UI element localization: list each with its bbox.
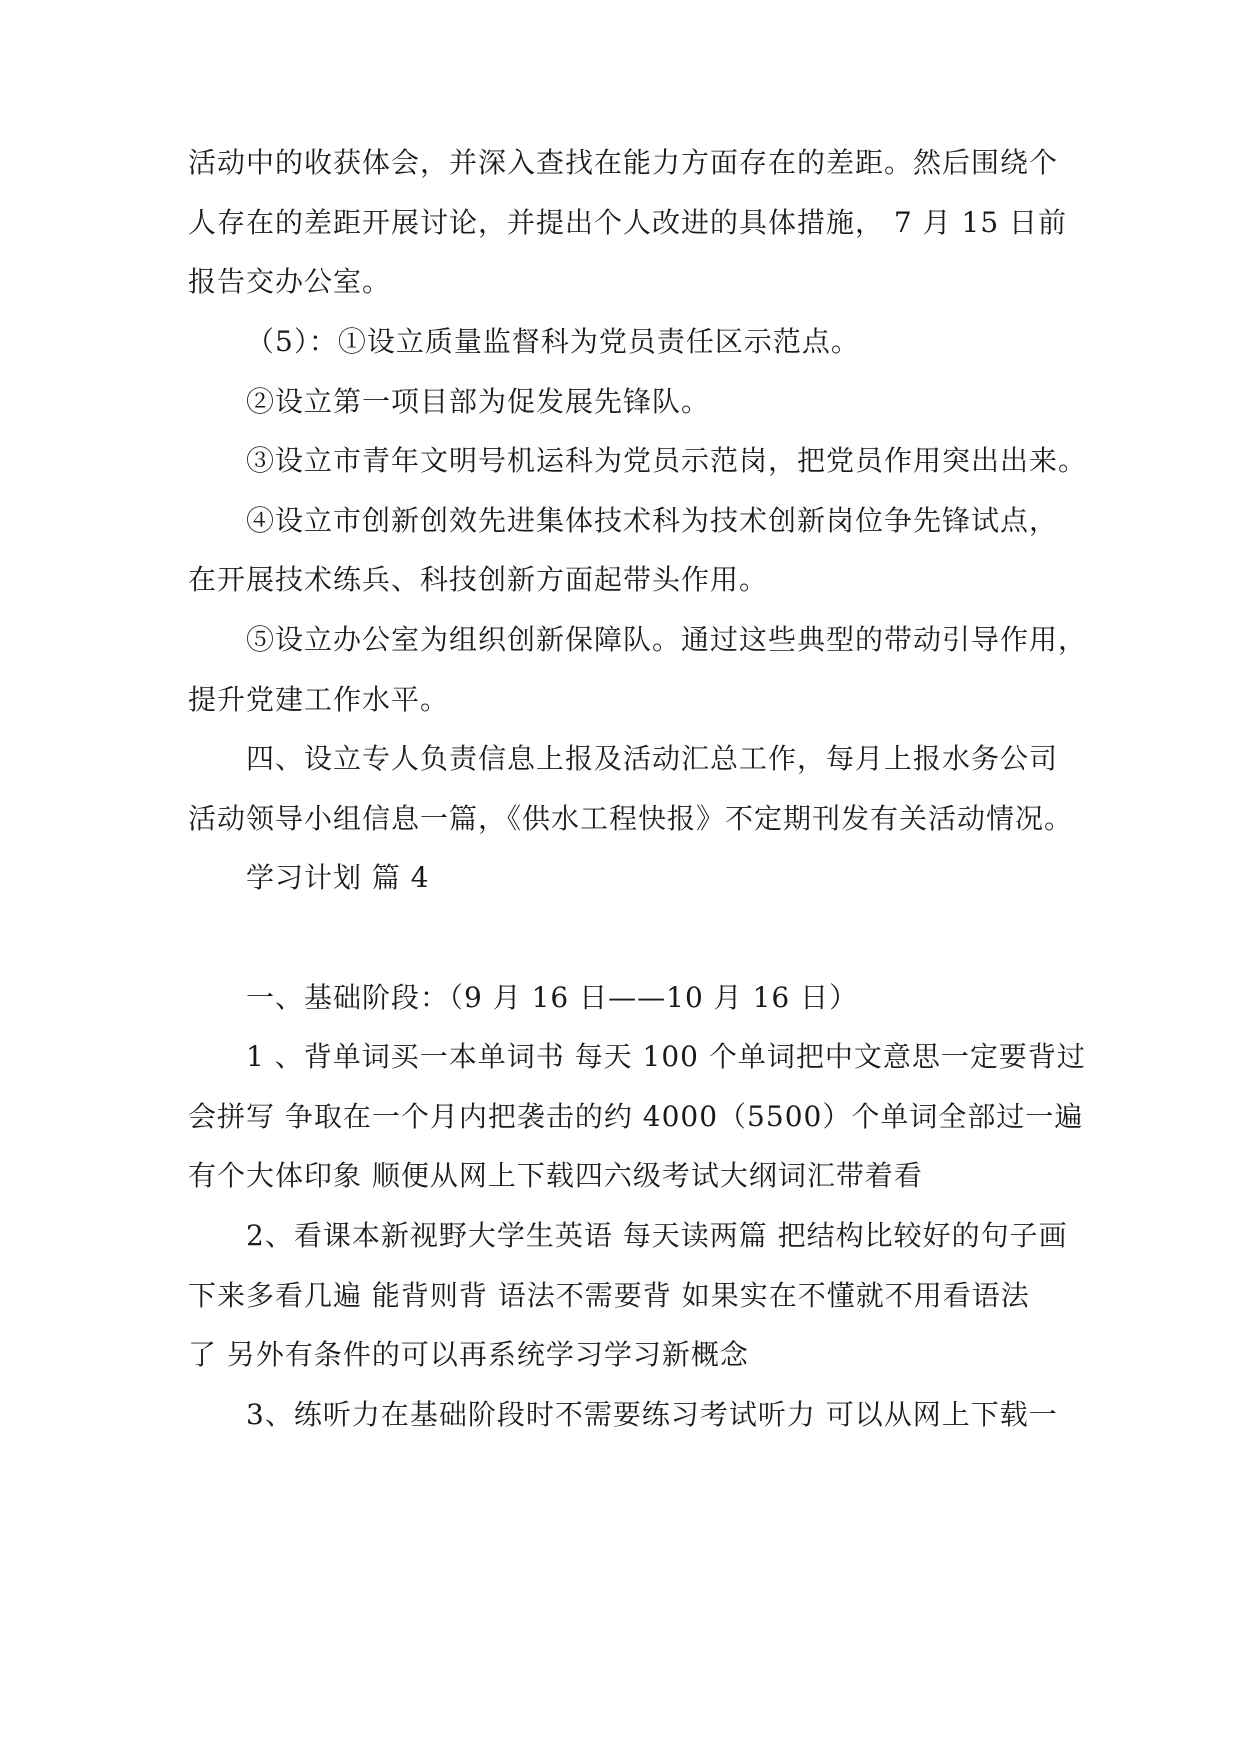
text-line: 提升党建工作水平。 <box>188 683 450 716</box>
text-line: 一、基础阶段：（9 月 16 日——10 月 16 日） <box>246 981 859 1014</box>
text-line: 有个大体印象 顺便从网上下载四六级考试大纲词汇带着看 <box>188 1159 923 1192</box>
text-line: ②设立第一项目部为促发展先锋队。 <box>246 385 711 418</box>
text-line: 四、设立专人负责信息上报及活动汇总工作，每月上报水务公司 <box>246 742 1059 775</box>
text-line: （5）：①设立质量监督科为党员责任区示范点。 <box>246 325 860 358</box>
text-line: 在开展技术练兵、科技创新方面起带头作用。 <box>188 563 769 596</box>
text-line: 活动中的收获体会，并深入查找在能力方面存在的差距。然后围绕个 <box>188 146 1059 179</box>
text-line: 会拼写 争取在一个月内把袭击的约 4000（5500）个单词全部过一遍 <box>188 1100 1084 1133</box>
text-line: 活动领导小组信息一篇，《供水工程快报》不定期刊发有关活动情况。 <box>188 802 1074 835</box>
text-line: 报告交办公室。 <box>188 265 392 298</box>
text-line: 下来多看几遍 能背则背 语法不需要背 如果实在不懂就不用看语法 <box>188 1279 1030 1312</box>
text-line: ④设立市创新创效先进集体技术科为技术创新岗位争先锋试点， <box>246 504 1059 537</box>
text-line: 人存在的差距开展讨论，并提出个人改进的具体措施， 7 月 15 日前 <box>188 206 1068 239</box>
text-line: ③设立市青年文明号机运科为党员示范岗，把党员作用突出出来。 <box>246 444 1088 477</box>
text-line: 了 另外有条件的可以再系统学习学习新概念 <box>188 1338 749 1371</box>
text-line: 2、看课本新视野大学生英语 每天读两篇 把结构比较好的句子画 <box>246 1219 1068 1252</box>
text-line: ⑤设立办公室为组织创新保障队。通过这些典型的带动引导作用， <box>246 623 1088 656</box>
section-heading: 学习计划 篇 4 <box>246 861 430 894</box>
text-line: 3、练听力在基础阶段时不需要练习考试听力 可以从网上下载一 <box>246 1398 1058 1431</box>
text-line: 1 、背单词买一本单词书 每天 100 个单词把中文意思一定要背过 <box>246 1040 1086 1073</box>
